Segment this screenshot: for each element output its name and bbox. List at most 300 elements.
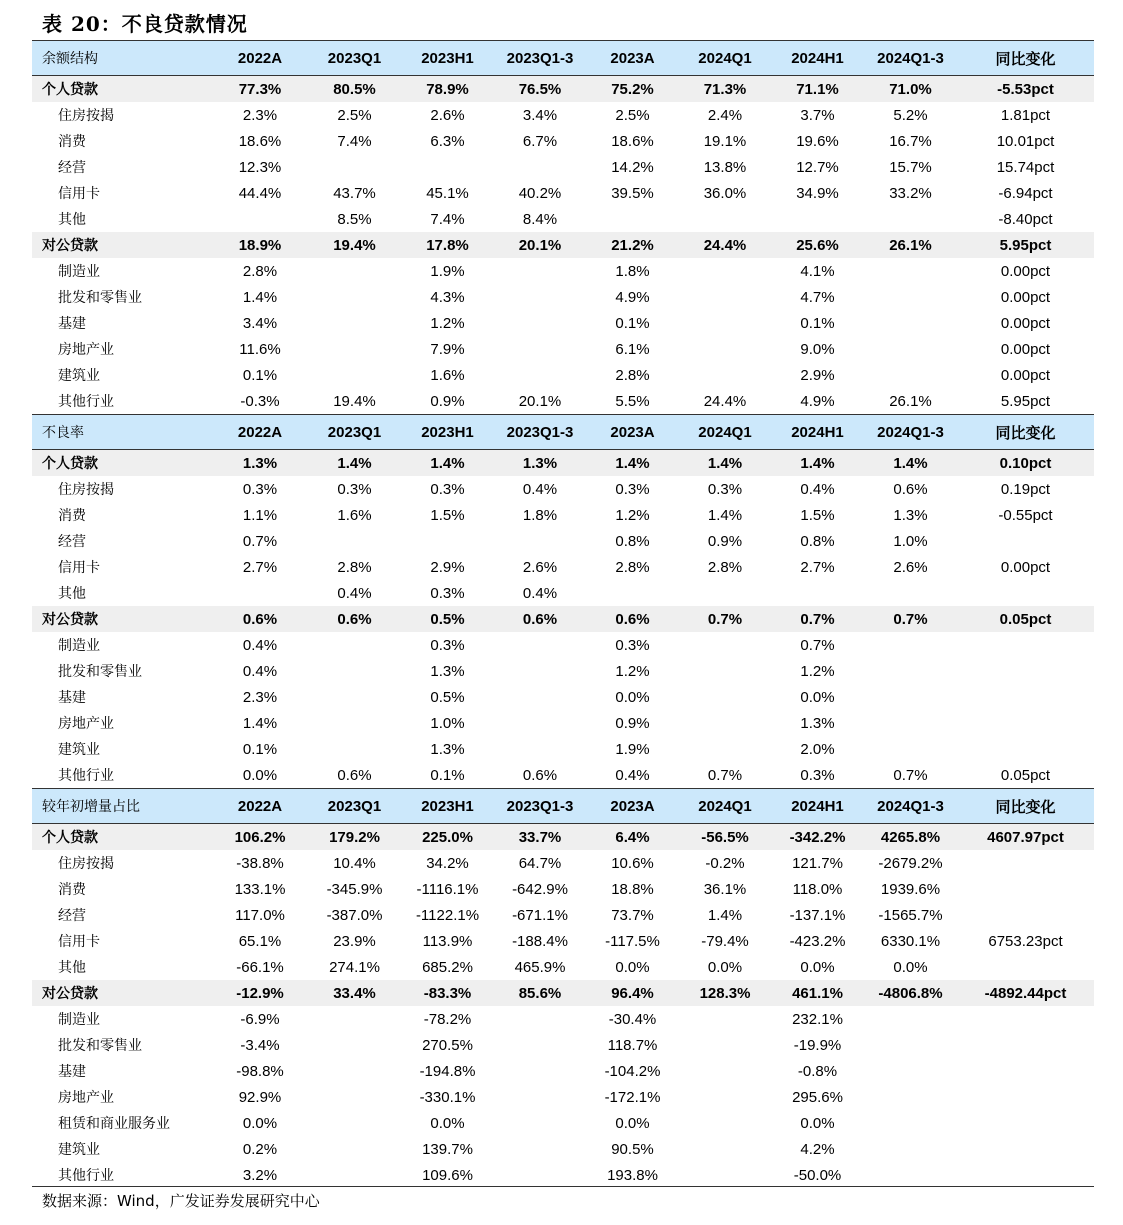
value-cell: -194.8% [419, 1062, 476, 1080]
row-label: 基建 [58, 316, 86, 332]
row-label: 基建 [58, 1064, 86, 1080]
value-cell [494, 1162, 586, 1188]
category-row [32, 824, 1094, 851]
value-cell [494, 362, 586, 388]
table-row [32, 1058, 1094, 1084]
value-cell [308, 1058, 401, 1084]
table-row [32, 362, 1094, 388]
row-label: 房地产业 [58, 1090, 114, 1106]
value-cell: 0.0% [800, 958, 835, 976]
value-cell [308, 1084, 401, 1110]
value-cell: 6330.1% [880, 932, 941, 950]
value-cell: -78.2% [423, 1010, 472, 1028]
value-cell: 113.9% [422, 932, 473, 950]
value-cell: 2.4% [707, 106, 743, 124]
value-cell [494, 736, 586, 762]
row-label: 住房按揭 [58, 482, 114, 498]
value-cell: 16.7% [889, 132, 932, 150]
value-cell: 24.4% [679, 232, 771, 258]
value-cell: 0.0% [242, 1114, 278, 1132]
value-cell: 0.0% [430, 1114, 465, 1132]
value-cell: 109.6% [422, 1166, 473, 1184]
value-cell: 0.6% [893, 480, 928, 498]
value-cell: 2.7% [800, 558, 835, 576]
category-row [32, 606, 1094, 632]
value-cell: 19.1% [703, 132, 747, 150]
value-cell: 10.6% [611, 854, 654, 872]
value-cell: -0.55pct [998, 506, 1053, 524]
value-cell: 71.3% [679, 76, 771, 103]
value-cell: -387.0% [326, 906, 383, 924]
value-cell: 6.4% [586, 824, 679, 851]
table-row [32, 928, 1094, 954]
value-cell: -98.8% [236, 1062, 284, 1080]
value-cell [864, 1162, 957, 1188]
value-cell: 0.0% [800, 688, 835, 706]
value-cell [864, 658, 957, 684]
value-cell: 0.00pct [1000, 288, 1051, 306]
value-cell: 39.5% [611, 184, 654, 202]
value-cell: 0.6% [212, 606, 308, 632]
value-cell: 274.1% [329, 958, 380, 976]
row-label: 房地产业 [58, 342, 114, 358]
value-cell [679, 1058, 771, 1084]
value-cell [957, 1162, 1094, 1188]
value-cell: 0.0% [615, 688, 650, 706]
value-cell: 0.3% [242, 480, 278, 498]
column-header: 2024Q1 [679, 41, 771, 76]
value-cell: 1.9% [615, 740, 650, 758]
column-header: 同比变化 [957, 415, 1094, 450]
value-cell: -4892.44pct [957, 980, 1094, 1006]
value-cell: 7.4% [337, 132, 372, 150]
value-cell: 1.5% [800, 506, 835, 524]
value-cell [308, 658, 401, 684]
value-cell: 0.4% [615, 766, 650, 784]
value-cell: 0.3% [615, 480, 650, 498]
table-row [32, 128, 1094, 154]
value-cell: 1.4% [707, 906, 743, 924]
value-cell: 18.8% [611, 880, 654, 898]
value-cell [957, 1058, 1094, 1084]
value-cell [957, 1110, 1094, 1136]
value-cell: 2.7% [242, 558, 278, 576]
value-cell: 24.4% [703, 392, 747, 410]
value-cell: 1.3% [800, 714, 835, 732]
row-label: 批发和零售业 [58, 290, 142, 306]
value-cell: 96.4% [586, 980, 679, 1006]
value-cell [494, 258, 586, 284]
table-row [32, 876, 1094, 902]
value-cell [308, 336, 401, 362]
value-cell: 118.0% [792, 880, 843, 898]
value-cell [771, 206, 864, 232]
value-cell: 6753.23pct [988, 932, 1063, 950]
value-cell: 1.81pct [1000, 106, 1051, 124]
column-header: 2024Q1-3 [864, 415, 957, 450]
row-label: 其他 [58, 212, 86, 228]
row-label: 信用卡 [58, 934, 100, 950]
value-cell: 0.1% [615, 314, 650, 332]
value-cell: 270.5% [422, 1036, 473, 1054]
value-cell: -642.9% [512, 880, 568, 898]
value-cell: 1.4% [707, 506, 743, 524]
value-cell: 0.4% [242, 636, 278, 654]
value-cell [864, 1058, 957, 1084]
value-cell: 461.1% [771, 980, 864, 1006]
value-cell: 0.0% [800, 1114, 835, 1132]
value-cell [679, 206, 771, 232]
value-cell: 295.6% [792, 1088, 843, 1106]
value-cell [308, 528, 401, 554]
value-cell: 80.5% [308, 76, 401, 103]
value-cell: 0.4% [242, 662, 278, 680]
value-cell: 6.1% [615, 340, 650, 358]
value-cell: 0.3% [430, 480, 465, 498]
value-cell: 0.5% [401, 606, 494, 632]
value-cell: 0.0% [242, 766, 278, 784]
value-cell: 2.5% [337, 106, 372, 124]
value-cell: 0.3% [430, 636, 465, 654]
value-cell [212, 206, 308, 232]
value-cell: 465.9% [514, 958, 566, 976]
table-row [32, 954, 1094, 980]
table-row [32, 258, 1094, 284]
value-cell: 0.6% [337, 766, 372, 784]
category-row [32, 450, 1094, 477]
value-cell: 18.9% [212, 232, 308, 258]
column-header: 同比变化 [957, 41, 1094, 76]
value-cell: 23.9% [333, 932, 376, 950]
value-cell: 0.6% [308, 606, 401, 632]
table-row [32, 284, 1094, 310]
column-header: 2024H1 [771, 789, 864, 824]
value-cell: 1.8% [615, 262, 650, 280]
value-cell: 10.4% [333, 854, 376, 872]
value-cell: 9.0% [800, 340, 835, 358]
value-cell: 1.0% [430, 714, 465, 732]
section-title: 不良率 [32, 415, 212, 450]
value-cell: 0.6% [522, 766, 558, 784]
value-cell: 1.1% [242, 506, 278, 524]
value-cell: 19.4% [333, 392, 376, 410]
value-cell: 2.8% [615, 558, 650, 576]
section-header-row [32, 415, 1094, 450]
value-cell: 36.1% [703, 880, 747, 898]
value-cell: 5.5% [615, 392, 650, 410]
row-label: 其他行业 [58, 1168, 114, 1184]
row-label: 建筑业 [58, 742, 100, 758]
value-cell: 1.0% [893, 532, 928, 550]
value-cell: 0.8% [800, 532, 835, 550]
value-cell: 8.5% [337, 210, 372, 228]
value-cell: 19.4% [308, 232, 401, 258]
column-header: 2023H1 [401, 415, 494, 450]
column-header: 2023Q1-3 [494, 415, 586, 450]
value-cell: 0.1% [430, 766, 465, 784]
value-cell [957, 684, 1094, 710]
section-title: 余额结构 [32, 41, 212, 76]
value-cell: 0.3% [707, 480, 743, 498]
value-cell: 1.6% [430, 366, 465, 384]
value-cell [864, 362, 957, 388]
value-cell [957, 632, 1094, 658]
value-cell: 76.5% [494, 76, 586, 103]
value-cell [864, 580, 957, 606]
value-cell: -79.4% [701, 932, 749, 950]
category-row [32, 980, 1094, 1006]
value-cell [494, 1084, 586, 1110]
table-row [32, 502, 1094, 528]
value-cell: 4607.97pct [957, 824, 1094, 851]
table-title: 表 20：不良贷款情况 [42, 12, 248, 36]
value-cell: 4.1% [800, 262, 835, 280]
value-cell: 17.8% [401, 232, 494, 258]
value-cell [308, 1162, 401, 1188]
value-cell: 2.8% [242, 262, 278, 280]
table-row [32, 710, 1094, 736]
value-cell: 33.7% [494, 824, 586, 851]
value-cell: 0.7% [679, 606, 771, 632]
value-cell [679, 284, 771, 310]
table-row [32, 1110, 1094, 1136]
row-label: 其他行业 [58, 394, 114, 410]
value-cell: 5.95pct [957, 232, 1094, 258]
row-label: 制造业 [58, 1012, 100, 1028]
column-header: 2022A [212, 41, 308, 76]
row-label: 制造业 [58, 638, 100, 654]
value-cell: 1.4% [586, 450, 679, 477]
value-cell [864, 336, 957, 362]
category-row [32, 232, 1094, 258]
value-cell: -423.2% [789, 932, 846, 950]
value-cell [308, 1006, 401, 1032]
value-cell: 0.8% [615, 532, 650, 550]
row-label: 个人贷款 [32, 824, 212, 851]
value-cell [957, 528, 1094, 554]
value-cell: 0.00pct [1000, 340, 1051, 358]
value-cell: 2.6% [893, 558, 928, 576]
value-cell [957, 1032, 1094, 1058]
value-cell: 20.1% [518, 392, 562, 410]
column-header: 2024Q1 [679, 415, 771, 450]
value-cell: 77.3% [212, 76, 308, 103]
row-label: 其他 [58, 960, 86, 976]
table-row [32, 180, 1094, 206]
value-cell [308, 1110, 401, 1136]
value-cell: 0.7% [864, 606, 957, 632]
value-cell: 4.9% [615, 288, 650, 306]
row-label: 经营 [58, 160, 86, 176]
value-cell: 18.6% [611, 132, 654, 150]
value-cell: 19.6% [796, 132, 839, 150]
value-cell [308, 1136, 401, 1162]
table-row [32, 336, 1094, 362]
value-cell: 2.3% [242, 688, 278, 706]
value-cell: 685.2% [422, 958, 473, 976]
value-cell: -30.4% [608, 1010, 657, 1028]
value-cell: 65.1% [238, 932, 282, 950]
value-cell: 0.3% [800, 766, 835, 784]
value-cell: 0.4% [337, 584, 372, 602]
npl-table [32, 40, 1094, 1188]
value-cell: 71.1% [771, 76, 864, 103]
value-cell: 21.2% [586, 232, 679, 258]
value-cell [401, 154, 494, 180]
value-cell: 0.7% [707, 766, 743, 784]
value-cell: 117.0% [235, 906, 285, 924]
value-cell: 1.2% [615, 506, 650, 524]
value-cell: -1116.1% [416, 880, 479, 898]
value-cell: 45.1% [426, 184, 469, 202]
value-cell: 33.2% [889, 184, 932, 202]
value-cell: 1.4% [242, 288, 278, 306]
value-cell [957, 850, 1094, 876]
value-cell: -1122.1% [415, 906, 480, 924]
value-cell [679, 684, 771, 710]
value-cell: 1.4% [242, 714, 278, 732]
table-row [32, 632, 1094, 658]
value-cell: 2.9% [430, 558, 465, 576]
value-cell: 6.7% [522, 132, 558, 150]
value-cell: 34.9% [796, 184, 839, 202]
value-cell: -56.5% [679, 824, 771, 851]
value-cell: 0.0% [615, 1114, 650, 1132]
value-cell: 0.2% [242, 1140, 278, 1158]
column-header: 2022A [212, 415, 308, 450]
value-cell: -5.53pct [957, 76, 1094, 103]
value-cell [308, 684, 401, 710]
value-cell: 0.3% [337, 480, 372, 498]
value-cell: 0.3% [430, 584, 465, 602]
value-cell: 40.2% [518, 184, 562, 202]
value-cell: 0.0% [893, 958, 928, 976]
value-cell: -0.2% [705, 854, 745, 872]
value-cell: 3.2% [242, 1166, 278, 1184]
value-cell: 0.5% [430, 688, 465, 706]
value-cell [679, 658, 771, 684]
value-cell: 0.9% [615, 714, 650, 732]
value-cell: 1.2% [615, 662, 650, 680]
value-cell [212, 580, 308, 606]
value-cell: 71.0% [864, 76, 957, 103]
row-label: 批发和零售业 [58, 664, 142, 680]
value-cell [586, 580, 679, 606]
value-cell: -12.9% [212, 980, 308, 1006]
value-cell: 15.7% [889, 158, 932, 176]
value-cell: 1.2% [800, 662, 835, 680]
section-title: 较年初增量占比 [32, 789, 212, 824]
column-header: 2023A [586, 789, 679, 824]
value-cell [494, 658, 586, 684]
row-label: 批发和零售业 [58, 1038, 142, 1054]
value-cell [308, 258, 401, 284]
value-cell: 36.0% [703, 184, 747, 202]
value-cell [679, 1084, 771, 1110]
value-cell [494, 310, 586, 336]
value-cell: -1565.7% [878, 906, 943, 924]
value-cell: 0.00pct [1000, 366, 1051, 384]
value-cell: 2.6% [522, 558, 558, 576]
value-cell [308, 736, 401, 762]
value-cell [679, 362, 771, 388]
value-cell: -172.1% [604, 1088, 661, 1106]
column-header: 2024Q1-3 [864, 41, 957, 76]
value-cell: 7.9% [430, 340, 465, 358]
value-cell: -188.4% [512, 932, 568, 950]
value-cell [494, 154, 586, 180]
column-header: 2023H1 [401, 41, 494, 76]
value-cell: 5.95pct [1000, 392, 1051, 410]
value-cell [957, 954, 1094, 980]
value-cell [864, 1006, 957, 1032]
value-cell: 0.05pct [957, 606, 1094, 632]
table-row [32, 388, 1094, 415]
value-cell: 1.3% [893, 506, 928, 524]
table-row [32, 762, 1094, 789]
row-label: 租赁和商业服务业 [58, 1116, 170, 1132]
value-cell: 6.3% [430, 132, 465, 150]
value-cell: 2.6% [430, 106, 465, 124]
category-row [32, 76, 1094, 103]
value-cell: 34.2% [426, 854, 469, 872]
value-cell [308, 310, 401, 336]
row-label: 其他 [58, 586, 86, 602]
row-label: 对公贷款 [32, 232, 212, 258]
value-cell: 0.4% [800, 480, 835, 498]
value-cell [957, 902, 1094, 928]
table-row [32, 684, 1094, 710]
value-cell: -38.8% [236, 854, 284, 872]
table-row [32, 310, 1094, 336]
row-label: 经营 [58, 908, 86, 924]
value-cell: 1.4% [401, 450, 494, 477]
value-cell [494, 710, 586, 736]
value-cell: 90.5% [611, 1140, 654, 1158]
value-cell [679, 736, 771, 762]
value-cell: -19.9% [793, 1036, 842, 1054]
value-cell: 0.6% [586, 606, 679, 632]
value-cell: 0.00pct [1000, 558, 1051, 576]
value-cell [679, 336, 771, 362]
value-cell: 12.3% [238, 158, 282, 176]
value-cell: 0.7% [800, 636, 835, 654]
value-cell: -342.2% [771, 824, 864, 851]
value-cell: 43.7% [333, 184, 376, 202]
value-cell: 0.4% [522, 480, 558, 498]
value-cell [494, 1006, 586, 1032]
value-cell: 0.19pct [1000, 480, 1051, 498]
value-cell [771, 580, 864, 606]
value-cell [494, 528, 586, 554]
value-cell: 2.9% [800, 366, 835, 384]
value-cell: 193.8% [607, 1166, 658, 1184]
value-cell [957, 1136, 1094, 1162]
value-cell: 4.7% [800, 288, 835, 306]
value-cell: 2.8% [615, 366, 650, 384]
value-cell: 0.7% [893, 766, 928, 784]
value-cell: -8.40pct [998, 210, 1053, 228]
value-cell: 64.7% [518, 854, 562, 872]
value-cell: 3.4% [242, 314, 278, 332]
table-row [32, 850, 1094, 876]
column-header: 2023Q1 [308, 415, 401, 450]
value-cell: 92.9% [238, 1088, 282, 1106]
value-cell: 1.9% [430, 262, 465, 280]
value-cell: -330.1% [419, 1088, 476, 1106]
table-row [32, 102, 1094, 128]
value-cell: 0.9% [430, 392, 465, 410]
